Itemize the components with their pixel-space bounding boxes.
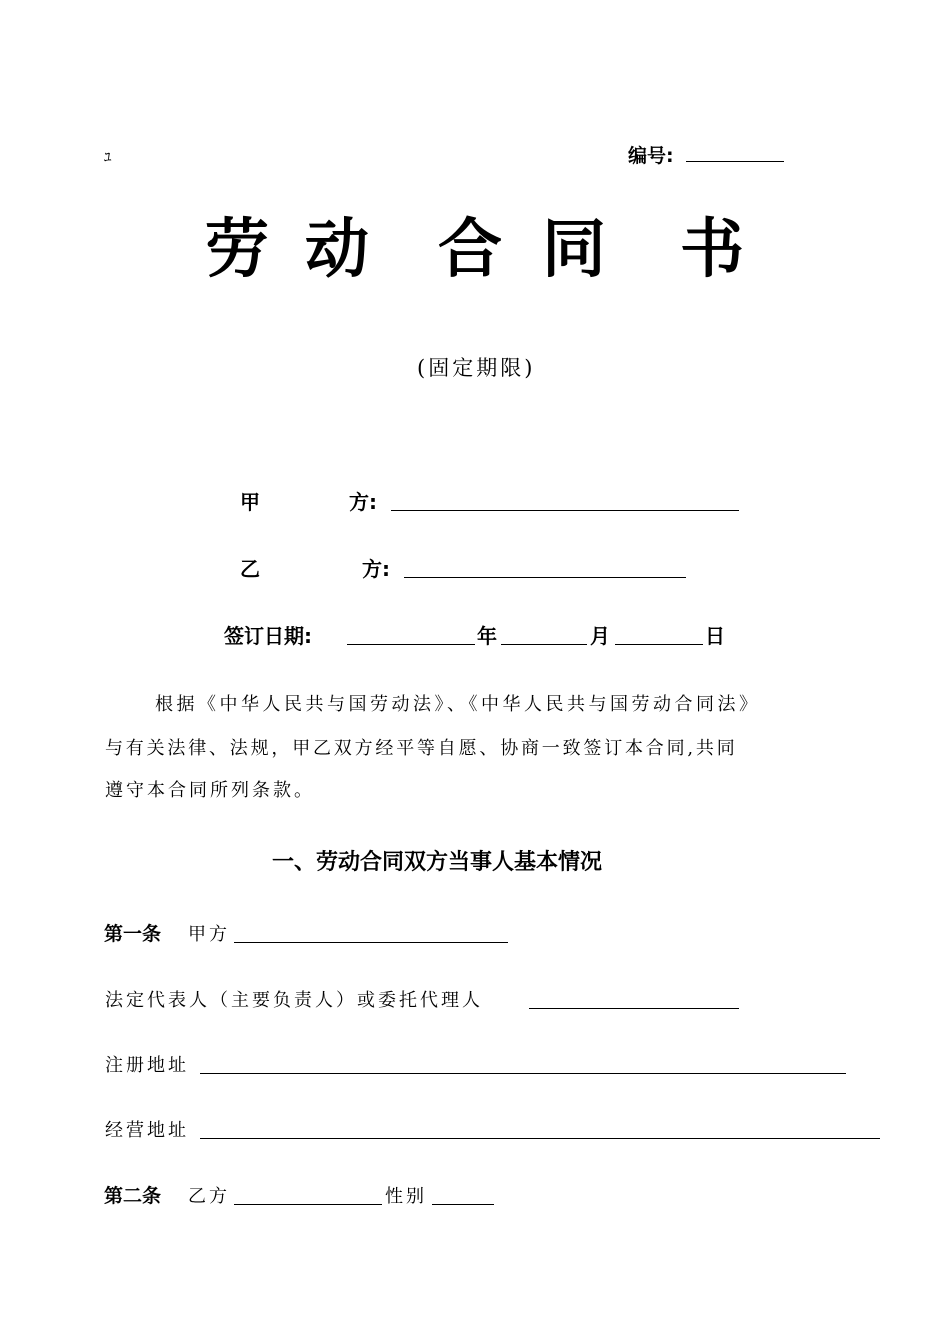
- sign-month-blank[interactable]: [501, 620, 587, 645]
- section-1-title: 一、劳动合同双方当事人基本情况: [272, 850, 603, 875]
- contract-number-blank[interactable]: [686, 143, 784, 162]
- preamble-line-1: 根据《中华人民共与国劳动法》、《中华人民共与国劳动合同法》: [155, 694, 761, 715]
- party-b-blank[interactable]: [404, 553, 686, 578]
- reg-address-label: 注册地址: [105, 1055, 189, 1076]
- party-a-blank[interactable]: [391, 486, 739, 511]
- legal-rep-blank[interactable]: [529, 986, 739, 1009]
- article-2-text-2: 性别: [385, 1186, 427, 1207]
- biz-address-blank[interactable]: [200, 1116, 880, 1139]
- party-a-name-blank[interactable]: [234, 920, 508, 943]
- title-char-2: 动: [305, 213, 369, 287]
- party-b-name-blank[interactable]: [234, 1182, 382, 1205]
- title-char-5: 书: [680, 213, 744, 287]
- gender-blank[interactable]: [432, 1182, 494, 1205]
- article-1-label: 第一条: [104, 923, 162, 945]
- month-label: 月: [590, 624, 610, 648]
- biz-address-label: 经营地址: [105, 1120, 189, 1141]
- year-label: 年: [477, 624, 497, 648]
- party-b-label-fang: 方:: [362, 557, 390, 581]
- article-2-label: 第二条: [104, 1185, 162, 1207]
- contract-number-label: 编号:: [628, 145, 674, 167]
- reg-address-blank[interactable]: [200, 1051, 846, 1074]
- day-label: 日: [705, 624, 725, 648]
- sign-day-blank[interactable]: [615, 620, 703, 645]
- article-1-text: 甲方: [188, 924, 230, 945]
- legal-rep-label: 法定代表人（主要负责人）或委托代理人: [105, 990, 483, 1011]
- subtitle: (固定期限): [417, 356, 536, 380]
- sign-date-label: 签订日期:: [224, 624, 312, 648]
- party-a-label-jia: 甲: [240, 490, 260, 514]
- article-2-text-1: 乙方: [188, 1186, 230, 1207]
- sign-year-blank[interactable]: [347, 620, 475, 645]
- preamble-line-2: 与有关法律、法规，甲乙双方经平等自愿、协商一致签订本合同,共同: [105, 738, 738, 759]
- party-b-label-yi: 乙: [240, 557, 260, 581]
- title-char-1: 劳: [205, 213, 269, 287]
- party-a-label-fang: 方:: [349, 490, 377, 514]
- page-marker: ﾕ: [104, 148, 112, 166]
- preamble-line-3: 遵守本合同所列条款。: [105, 780, 315, 801]
- contract-number-field: [628, 141, 784, 168]
- title-char-4: 同: [542, 213, 606, 287]
- title-char-3: 合: [438, 213, 502, 287]
